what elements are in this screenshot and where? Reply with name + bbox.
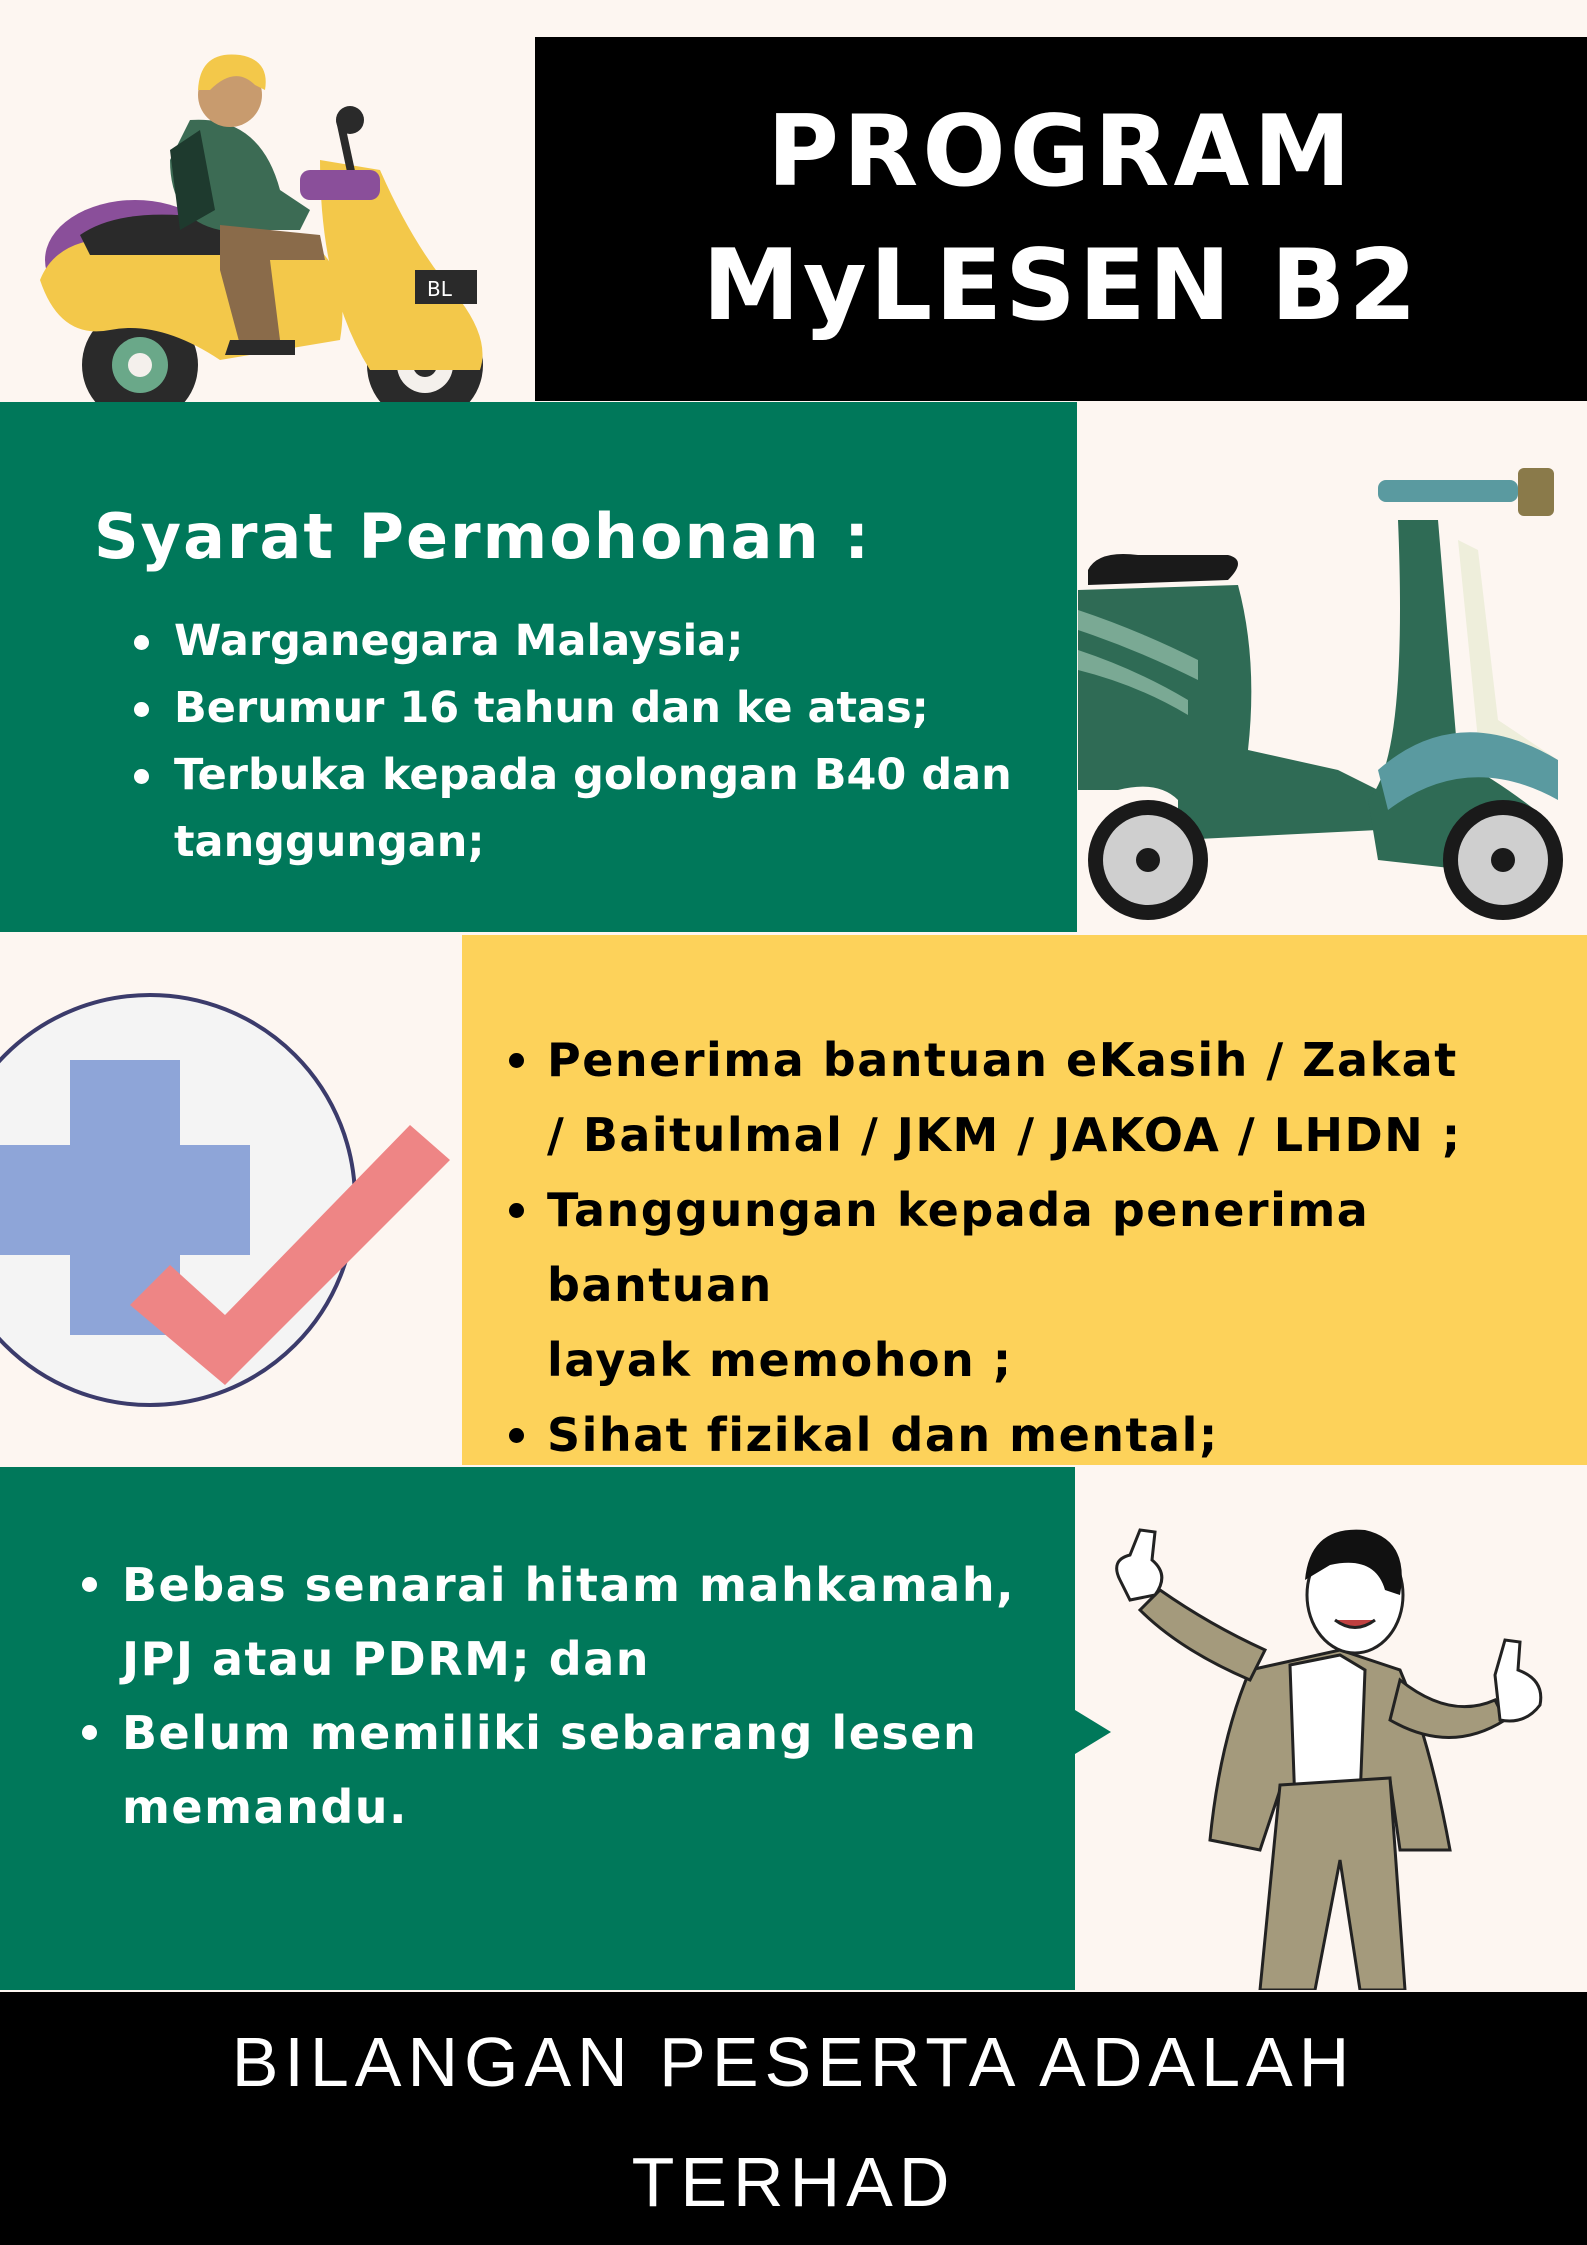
section-heading: Syarat Permohonan : [94,500,872,573]
title-banner [535,37,1587,401]
list-item-line: layak memohon ; [547,1333,1013,1387]
list-item [78,1548,1028,1696]
list-item-line: Sihat fizikal dan mental; [547,1408,1219,1462]
title-line-1: PROGRAM [767,95,1355,209]
list-item [78,1696,1028,1844]
list-item [505,1398,1585,1473]
title-line-2: MyLESEN B2 [702,229,1420,343]
list-item-line: Belum memiliki sebarang lesen [122,1706,978,1760]
list-item: Terbuka kepada golongan B40 dan tanggungan; [130,742,1070,876]
list-item-line: Bebas senarai hitam mahkamah, [122,1558,1016,1612]
list-item [505,1173,1585,1398]
list-item [505,1023,1585,1173]
list-item-line: memandu. [122,1780,409,1834]
requirements-list-2 [505,1023,1585,1473]
list-item-line: Penerima bantuan eKasih / Zakat [547,1033,1458,1087]
license-plate: BL [427,277,452,301]
requirements-list-3 [78,1548,1028,1844]
list-item: Berumur 16 tahun dan ke atas; [130,675,1070,742]
list-item: Warganegara Malaysia; [130,608,1070,675]
scooter-rider-icon [20,40,520,420]
footer-line-1: BILANGAN PESERTA ADALAH [231,2023,1356,2101]
medical-check-icon [0,975,470,1435]
footer-line-2: TERHAD [631,2143,956,2221]
list-item-line: JPJ atau PDRM; dan [122,1632,651,1686]
list-item-line: Tanggungan kepada penerima bantuan [547,1183,1370,1312]
scooter-icon [1078,460,1587,930]
list-item-line: / Baitulmal / JKM / JAKOA / LHDN ; [547,1108,1462,1162]
thumbs-up-man-icon [1100,1520,1560,1990]
requirements-list-1 [130,608,1070,876]
footer-banner [0,1992,1587,2245]
